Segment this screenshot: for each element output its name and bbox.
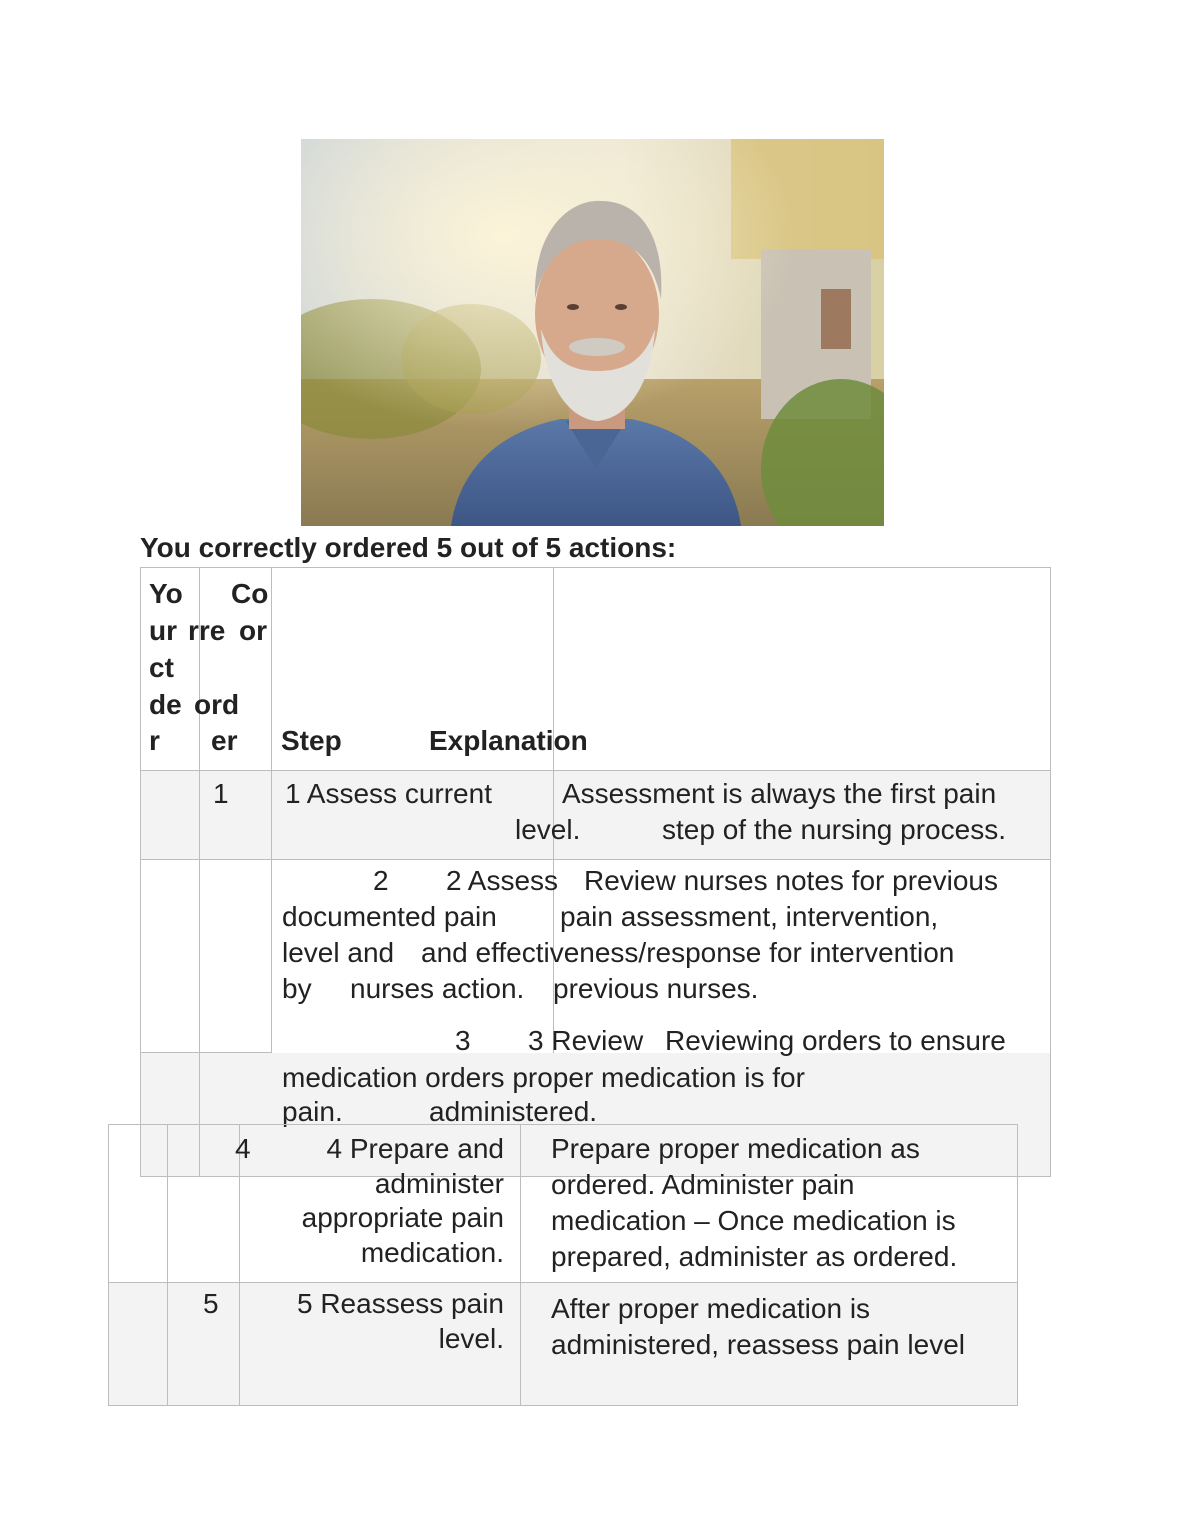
table1-col-divider-1 bbox=[199, 567, 200, 1176]
row4-step-line-4: medication. bbox=[360, 1237, 504, 1268]
header-correct-order-2: rre bbox=[188, 615, 226, 646]
row4-explanation-line-1: Prepare proper medication as bbox=[551, 1133, 920, 1164]
header-explanation: Explanation bbox=[429, 725, 588, 756]
portrait-image bbox=[301, 139, 884, 526]
row4-step-line-3: appropriate pain bbox=[301, 1202, 504, 1233]
row1-step-line-1: 1 Assess current bbox=[285, 778, 492, 809]
header-correct-order-3: ord bbox=[194, 689, 240, 720]
row2-step-line-1: 2 Assess bbox=[446, 865, 559, 896]
table1-left-border bbox=[140, 567, 141, 1176]
table1-row-divider-1 bbox=[140, 859, 1051, 860]
row1-correct-order: 1 bbox=[213, 778, 229, 809]
row2-step-line-4a: by bbox=[282, 973, 312, 1004]
row4-step-line-1: 4 Prepare and bbox=[326, 1133, 504, 1164]
table2-col-divider-1 bbox=[167, 1124, 168, 1405]
row3-correct-order: 3 bbox=[455, 1025, 471, 1056]
row2-explanation-line-3: and effectiveness/response for intervention bbox=[421, 937, 955, 968]
row3-line-2: medication orders proper medication is for bbox=[282, 1062, 805, 1093]
table2-right-border bbox=[1017, 1124, 1018, 1405]
row4-explanation-line-2: ordered. Administer pain bbox=[551, 1169, 855, 1200]
row4-correct-order: 4 bbox=[235, 1133, 251, 1164]
row2-correct-order: 2 bbox=[373, 865, 389, 896]
header-correct-order-1: Co bbox=[231, 578, 269, 609]
row1-explanation-line-2: step of the nursing process. bbox=[662, 814, 1006, 845]
row4-explanation-line-4: prepared, administer as ordered. bbox=[551, 1241, 958, 1272]
table1-top-border bbox=[140, 567, 1051, 568]
row5-explanation-line-2: administered, reassess pain level bbox=[551, 1329, 965, 1360]
row5-correct-order: 5 bbox=[203, 1288, 219, 1319]
table2-top-border bbox=[108, 1124, 1018, 1125]
row1-step-line-2: level. bbox=[515, 814, 581, 845]
row3-step-line-1: 3 Review bbox=[528, 1025, 644, 1056]
row4-step-line-2: administer bbox=[374, 1168, 504, 1199]
table2-left-border bbox=[108, 1124, 109, 1405]
table2-bottom-border bbox=[108, 1405, 1018, 1406]
header-your-order-1: Yo bbox=[149, 578, 183, 609]
row2-step-line-3: level and bbox=[282, 937, 395, 968]
table1-right-border bbox=[1050, 567, 1051, 1176]
row2-step-line-4b: nurses action. bbox=[350, 973, 525, 1004]
row3-step-line-3: pain. bbox=[282, 1096, 343, 1127]
table1-header-divider bbox=[140, 770, 1051, 771]
row5-step-line-1: 5 Reassess pain bbox=[296, 1288, 504, 1319]
patient-photo bbox=[301, 139, 884, 526]
header-your-order-2: ur bbox=[149, 615, 177, 646]
row5-explanation-line-1: After proper medication is bbox=[551, 1293, 871, 1324]
header-step: Step bbox=[281, 725, 342, 756]
table2-row-divider bbox=[108, 1282, 1018, 1283]
row2-explanation-line-4: previous nurses. bbox=[553, 973, 759, 1004]
row3-explanation-line-1: Reviewing orders to ensure bbox=[665, 1025, 1006, 1056]
row2-step-line-2: documented pain bbox=[282, 901, 497, 932]
row5-step-line-2: level. bbox=[438, 1323, 504, 1354]
header-or-fragment: or bbox=[239, 615, 267, 646]
table1-row-divider-2 bbox=[140, 1052, 271, 1053]
results-heading: You correctly ordered 5 out of 5 actions: bbox=[140, 532, 677, 563]
row1-explanation-line-1: Assessment is always the first pain bbox=[562, 778, 997, 809]
header-de-fragment: de bbox=[149, 689, 182, 720]
row2-explanation-line-1: Review nurses notes for previous bbox=[584, 865, 998, 896]
row4-explanation-line-3: medication – Once medication is bbox=[551, 1205, 956, 1236]
row3-explanation-line-3: administered. bbox=[429, 1096, 598, 1127]
header-ct-fragment: ct bbox=[149, 652, 174, 683]
header-your-order-3: r bbox=[149, 725, 160, 756]
header-correct-order-4: er bbox=[211, 725, 238, 756]
table2-col-divider-3 bbox=[520, 1124, 521, 1405]
row2-explanation-line-2: pain assessment, intervention, bbox=[560, 901, 939, 932]
table1-col-divider-2 bbox=[271, 567, 272, 1053]
